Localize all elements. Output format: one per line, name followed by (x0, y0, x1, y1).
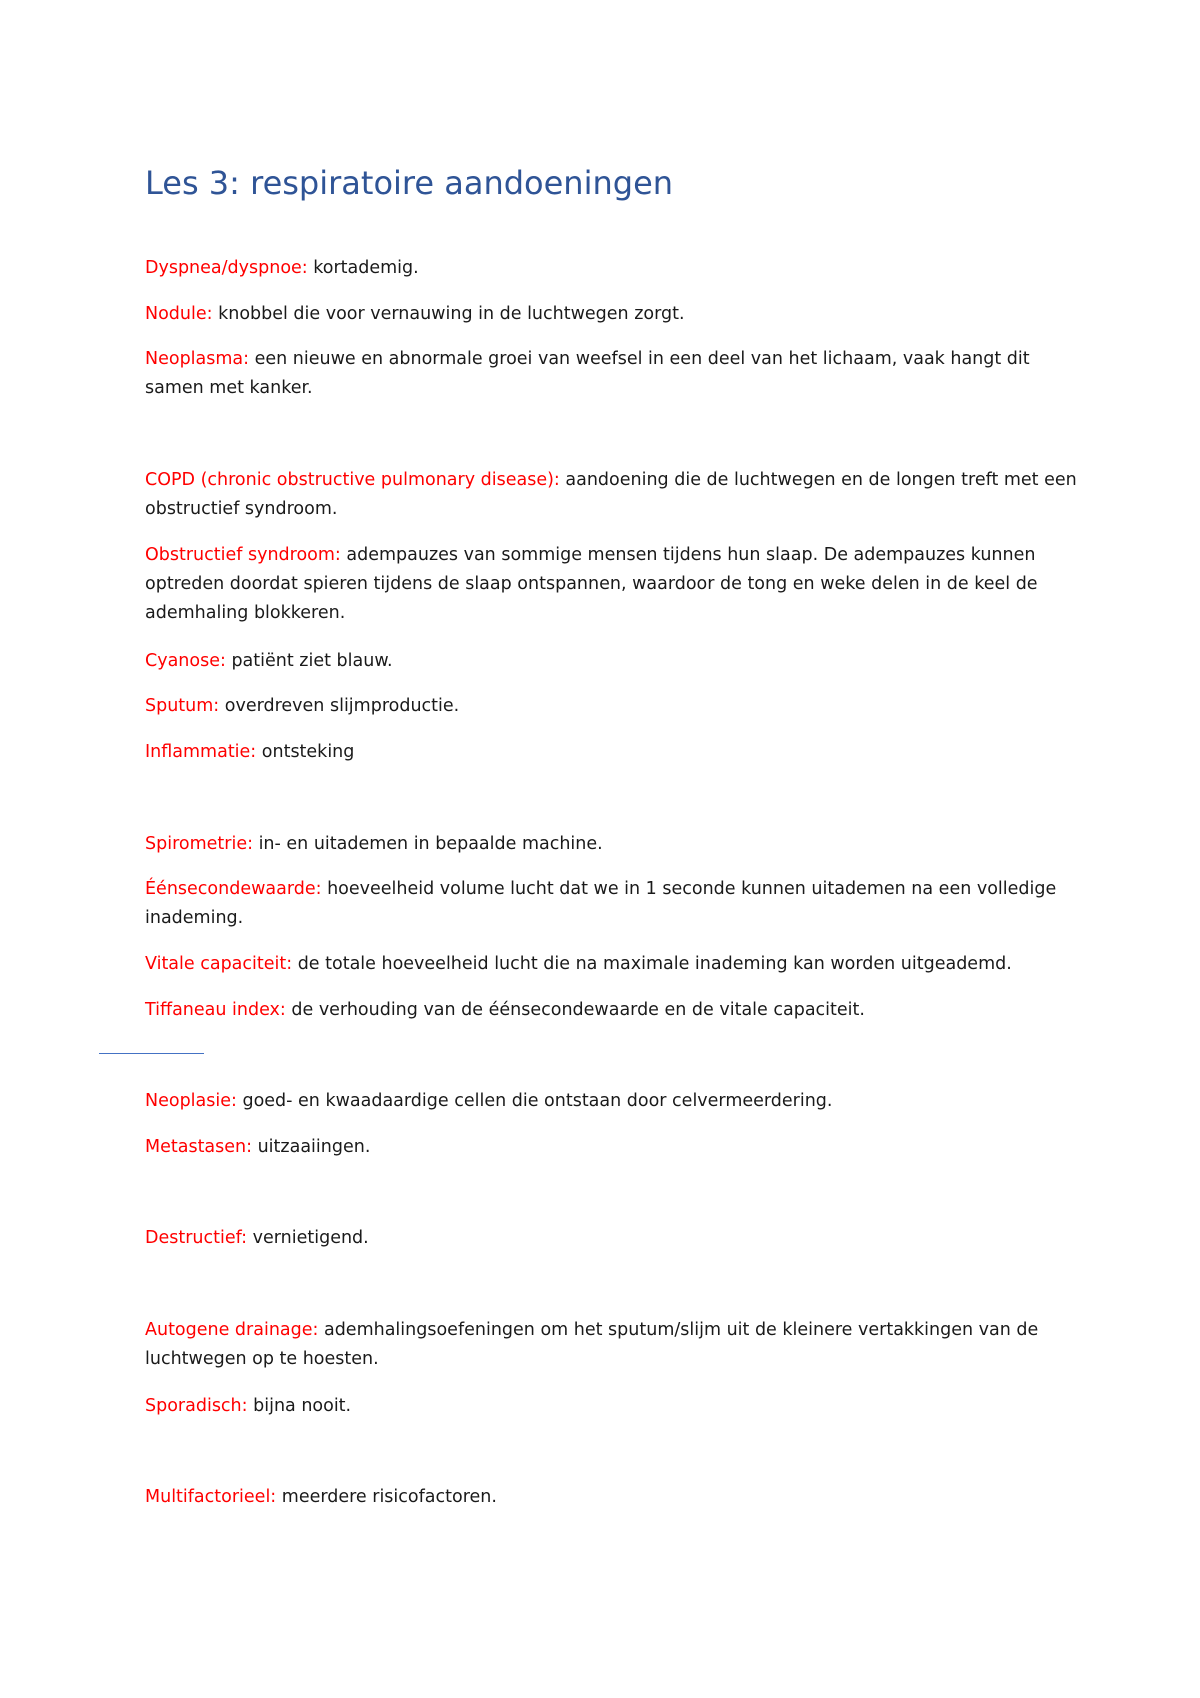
entry-definition: ontsteking (256, 742, 355, 762)
glossary-entry-cyanose (145, 647, 1080, 676)
glossary-entry-inflammatie (145, 738, 1080, 767)
entry-term: Spirometrie: (145, 834, 253, 854)
glossary-entry-sporadisch (145, 1392, 1080, 1421)
entry-term: Inflammatie: (145, 742, 257, 762)
glossary-entry-obstructief-syndroom (145, 541, 1080, 628)
entry-term: Tiffaneau index: (145, 1000, 286, 1020)
glossary-entry-vitale-capaciteit (145, 950, 1080, 979)
entry-definition: adempauzes van sommige mensen tijdens hun slaap. De adempauzes kunnen optreden doordat spieren tijdens de slaap ontspannen, waardoor de tong en weke delen in de keel de ademhaling blokkeren. (145, 545, 1038, 623)
glossary-entry-spirometrie (145, 830, 1080, 859)
entry-term: COPD (chronic obstructive pulmonary disease): (145, 470, 560, 490)
entry-definition: overdreven slijmproductie. (219, 696, 460, 716)
entry-term: Éénsecondewaarde: (145, 879, 322, 899)
entry-term: Sporadisch: (145, 1396, 248, 1416)
entry-definition: patiënt ziet blauw. (225, 651, 393, 671)
entry-definition: ademhalingsoefeningen om het sputum/slijm uit de kleinere vertakkingen van de luchtwegen op te hoesten. (145, 1320, 1039, 1369)
entry-definition: goed- en kwaadaardige cellen die ontstaan door celvermeerdering. (236, 1091, 833, 1111)
glossary-entry-neoplasie (145, 1087, 1080, 1116)
entry-definition: kortademig. (307, 258, 419, 278)
page-title: Les 3: respiratoire aandoeningen (145, 164, 674, 202)
entry-term: Multifactorieel: (145, 1487, 277, 1507)
entry-definition: aandoening die de luchtwegen en de longen treft met een obstructief syndroom. (145, 470, 1077, 519)
glossary-entry-tiffaneau-index (145, 996, 1080, 1025)
glossary-entry-sputum (145, 692, 1080, 721)
entry-definition: bijna nooit. (247, 1396, 352, 1416)
entry-definition: in- en uitademen in bepaalde machine. (253, 834, 603, 854)
entry-term: Sputum: (145, 696, 220, 716)
glossary-entry-multifactorieel (145, 1483, 1080, 1512)
entry-term: Vitale capaciteit: (145, 954, 293, 974)
entry-term: Metastasen: (145, 1137, 253, 1157)
entry-term: Cyanose: (145, 651, 226, 671)
entry-definition: een nieuwe en abnormale groei van weefsel in een deel van het lichaam, vaak hangt dit samen met kanker. (145, 349, 1030, 398)
entry-definition: uitzaaiingen. (252, 1137, 371, 1157)
entry-term: Neoplasma: (145, 349, 250, 369)
glossary-entry-eensecondewaarde (145, 875, 1080, 933)
glossary-entry-dyspnea (145, 254, 1080, 283)
entry-term: Autogene drainage: (145, 1320, 319, 1340)
entry-term: Obstructief syndroom: (145, 545, 341, 565)
entry-definition: vernietigend. (247, 1228, 369, 1248)
entry-definition: hoeveelheid volume lucht dat we in 1 seconde kunnen uitademen na een volledige inademing. (145, 879, 1057, 928)
entry-definition: meerdere risicofactoren. (276, 1487, 497, 1507)
glossary-entry-neoplasma (145, 345, 1080, 403)
glossary-entry-copd (145, 466, 1080, 524)
glossary-entry-nodule (145, 300, 1080, 329)
glossary-entry-autogene-drainage (145, 1316, 1080, 1374)
entry-definition: de verhouding van de éénsecondewaarde en de vitale capaciteit. (285, 1000, 865, 1020)
entry-definition: knobbel die voor vernauwing in de luchtwegen zorgt. (212, 304, 685, 324)
entry-term: Nodule: (145, 304, 213, 324)
glossary-entry-metastasen (145, 1133, 1080, 1162)
entry-definition: de totale hoeveelheid lucht die na maximale inademing kan worden uitgeademd. (292, 954, 1012, 974)
section-divider (99, 1053, 204, 1054)
entry-term: Dyspnea/dyspnoe: (145, 258, 308, 278)
entry-term: Destructief: (145, 1228, 248, 1248)
glossary-entry-destructief (145, 1224, 1080, 1253)
entry-term: Neoplasie: (145, 1091, 237, 1111)
